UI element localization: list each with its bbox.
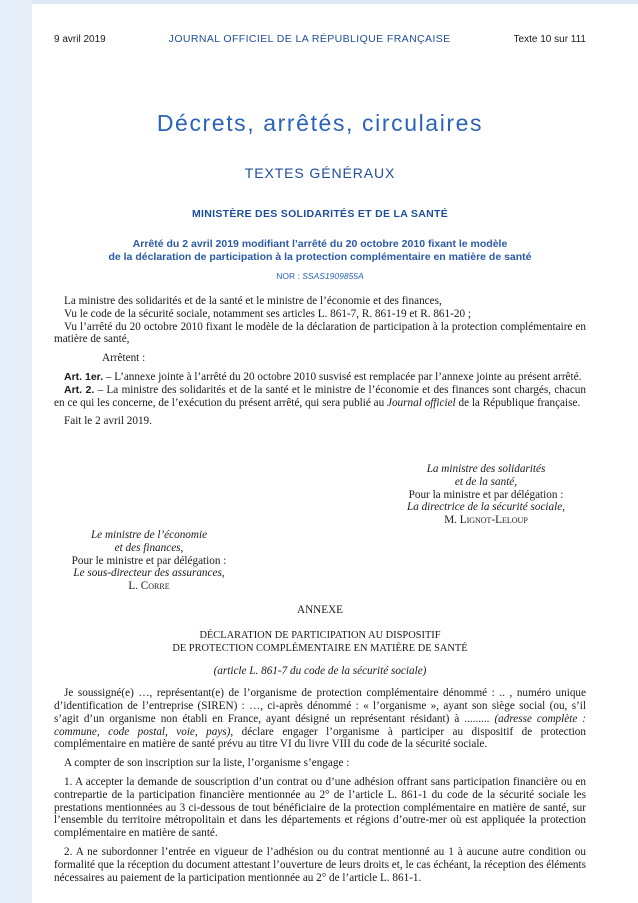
preamble-line: Vu le code de la sécurité sociale, notamment ses articles L. 861-7, R. 861-19 et R. 861-20 ; [64,307,471,320]
header-text-number: Texte 10 sur 111 [513,34,586,45]
date-line: Fait le 2 avril 2019. [64,415,152,428]
signatory-name: M. Lignot-Leloup [444,514,528,527]
article-2-text-end: de la République française. [455,396,581,409]
decree-title-line-1: Arrêté du 2 avril 2019 modifiant l’arrêté du 20 octobre 2010 fixant le modèle [132,238,508,250]
delegate-title: Le sous-directeur des assurances, [73,567,225,580]
signatory-title: Le ministre de l’économie [90,529,208,541]
annex-title: ANNEXE [297,604,343,616]
address-placeholder: (adresse complète : commune, code postal, voie, pays) [54,712,586,738]
nor-label: NOR : [276,271,300,281]
page-header [54,33,586,49]
header-date: 9 avril 2019 [54,34,106,45]
article-2 [54,384,586,410]
delegation-line: Pour le ministre et par délégation : [71,554,227,567]
annex-paragraph [54,687,586,751]
annex-paragraph-text: Je soussigné(e) …, représentant(e) de l’organisme de protection complémentaire dénommé : .. , numéro unique d’identification de l’entreprise (SIREN) : …, ci-après dénommé : « l’organisme », ayant son siège social (ou, s’il s’agit d’un organisme non établi en France, ayant désigné un représentant résidant) à ......... [54,687,586,725]
annex-paragraph: 1. A accepter la demande de souscription d’un contrat ou d’une adhésion offrant sans participation financière ou en contrepartie de la participation financière mentionnée au 2° de l’article L. 861-1 du code de la sécurité sociale les prestations mentionnées au 3 ci-dessous de tout bénéficiaire de la protection complémentaire en matière de santé, sur l’ensemble du territoire métropolitain et dans les départements et régions d’outre-mer où est appliquée la protection complémentaire en matière de santé. [54,775,586,840]
nor-code: SSAS1909855A [302,271,364,281]
article-1-label: Art. 1er. [64,370,104,383]
top-margin-band [32,0,638,4]
decree-title-line-2: de la déclaration de participation à la protection complémentaire en matière de santé [108,251,532,263]
article-1 [54,371,586,384]
section-subtitle: TEXTES GÉNÉRAUX [244,165,396,181]
preamble-line: Vu l’arrêté du 20 octobre 2010 fixant le modèle de la déclaration de participation à la protection complémentaire en matière de santé, [54,320,586,346]
signatory-title: La ministre des solidarités [426,463,546,475]
ministry-heading: MINISTÈRE DES SOLIDARITÉS ET DE LA SANTÉ [191,208,449,220]
journal-officiel-ref: Journal officiel [387,396,456,409]
nor-reference [54,271,586,281]
annex-heading-line-1: DÉCLARATION DE PARTICIPATION AU DISPOSITIF [199,629,441,641]
article-2-label: Art. 2. [64,383,95,396]
annex-paragraph: A compter de son inscription sur la liste, l’organisme s’engage : [64,757,350,770]
signatory-name: L. Corre [128,580,170,593]
signature-block-left [54,529,244,593]
decree-body [54,295,586,428]
annex-reference: (article L. 861-7 du code de la sécurité sociale) [213,665,427,678]
signatory-title-cont: et de la santé, [454,475,518,488]
header-journal-name: JOURNAL OFFICIEL DE LA RÉPUBLIQUE FRANÇAISE [168,33,451,45]
article-1-text: – L’annexe jointe à l’arrêté du 20 octobre 2010 susvisé est remplacée par l’annexe jointe au présent arrêté. [103,370,582,383]
article-2-text: – La ministre des solidarités et de la santé et le ministre de l’économie et des finances sont chargés, chacun en ce qui les concerne, de l’exécution du présent arrêté, qui sera publié au [54,383,586,409]
annex-paragraph: 2. A ne subordonner l’entrée en vigueur de l’adhésion ou du contrat mentionné au 1 à aucune autre condition ou formalité que la réception du document attestant l’ouverture de leurs droits et, le cas échéant, la réception des éléments nécessaires au paiement de la participation mentionnée au 2° de l’article L. 861-1. [54,845,586,884]
section-title: Décrets, arrêtés, circulaires [156,110,484,136]
delegation-line: Pour la ministre et par délégation : [408,488,564,501]
annex-paragraph-text-end: , déclare engager l’organisme à participer au dispositif de protection complémentaire en matière de santé prévu au titre VI du livre VIII du code de la sécurité sociale. [54,725,586,751]
arretent-line: Arrêtent : [102,352,146,365]
annex-heading-line-2: DE PROTECTION COMPLÉMENTAIRE EN MATIÈRE DE SANTÉ [172,642,468,654]
left-margin-band [0,0,32,903]
signatory-title-cont: et des finances, [114,541,184,554]
signature-block-right [386,463,586,527]
preamble-line: La ministre des solidarités et de la santé et le ministre de l’économie et des finances, [64,295,442,307]
decree-title [54,238,586,264]
annex-section [54,604,586,884]
delegate-title: La directrice de la sécurité sociale, [406,501,566,514]
